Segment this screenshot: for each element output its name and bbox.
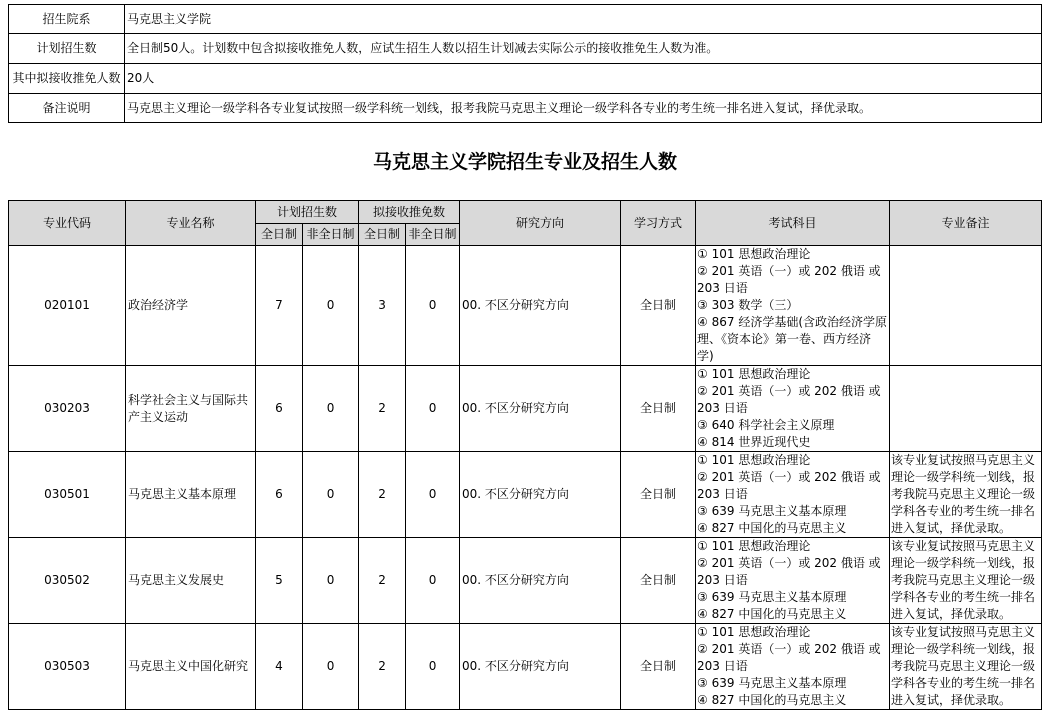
cell-name: 科学社会主义与国际共产主义运动 (126, 366, 256, 452)
subject-line: 理、《资本论》第一卷、西方经济 (697, 332, 872, 346)
note-line: 该专业复试按照马克思主义 (891, 539, 1036, 553)
info-row-department (9, 5, 1042, 34)
cell-rec-fulltime: 2 (359, 452, 406, 538)
table-row (9, 246, 1042, 366)
cell-rec-fulltime: 2 (359, 624, 406, 710)
cell-name: 马克思主义中国化研究 (126, 624, 256, 710)
header-plan-parttime: 非全日制 (303, 224, 359, 246)
cell-mode: 全日制 (621, 538, 696, 624)
note-line: 进入复试，择优录取。 (891, 693, 1012, 707)
subject-line: ③ 639 马克思主义基本原理 (697, 504, 847, 518)
cell-plan-fulltime: 6 (256, 366, 303, 452)
subject-line: ② 201 英语（一）或 202 俄语 或 (697, 384, 881, 398)
cell-name: 政治经济学 (126, 246, 256, 366)
subject-line: ④ 827 中国化的马克思主义 (697, 521, 847, 535)
header-note: 专业备注 (890, 201, 1042, 246)
subject-line: ② 201 英语（一）或 202 俄语 或 (697, 642, 881, 656)
cell-name: 马克思主义基本原理 (126, 452, 256, 538)
department-info-table (8, 4, 1042, 123)
cell-note (890, 624, 1042, 710)
info-label: 计划招生数 (9, 34, 125, 64)
header-subjects: 考试科目 (696, 201, 890, 246)
info-value: 马克思主义理论一级学科各专业复试按照一级学科统一划线，报考我院马克思主义理论一级学科各专业的考生统一排名进入复试，择优录取。 (125, 94, 1042, 123)
note-line: 理论一级学科统一划线，报 (891, 642, 1036, 656)
subject-line: ① 101 思想政治理论 (697, 625, 811, 639)
subject-line: ② 201 英语（一）或 202 俄语 或 (697, 470, 881, 484)
cell-plan-parttime: 0 (303, 366, 359, 452)
page-title: 马克思主义学院招生专业及招生人数 (372, 151, 677, 173)
subject-line: ③ 640 科学社会主义原理 (697, 418, 835, 432)
cell-rec-parttime: 0 (406, 624, 460, 710)
note-line: 学科各专业的考生统一排名 (891, 590, 1036, 604)
note-line: 理论一级学科统一划线，报 (891, 470, 1036, 484)
cell-subjects (696, 452, 890, 538)
header-rec-parttime: 非全日制 (406, 224, 460, 246)
cell-code: 030203 (9, 366, 126, 452)
header-name: 专业名称 (126, 201, 256, 246)
cell-rec-fulltime: 2 (359, 366, 406, 452)
table-row (9, 366, 1042, 452)
subject-line: ② 201 英语（一）或 202 俄语 或 (697, 556, 881, 570)
cell-subjects (696, 538, 890, 624)
subject-line: ③ 639 马克思主义基本原理 (697, 590, 847, 604)
note-line: 该专业复试按照马克思主义 (891, 453, 1036, 467)
subject-line: ① 101 思想政治理论 (697, 453, 811, 467)
subject-line: 203 日语 (697, 573, 748, 587)
note-line: 理论一级学科统一划线，报 (891, 556, 1036, 570)
table-body (9, 246, 1042, 710)
table-row (9, 452, 1042, 538)
cell-rec-parttime: 0 (406, 452, 460, 538)
subject-line: 学) (697, 349, 714, 363)
cell-note (890, 366, 1042, 452)
cell-name: 马克思主义发展史 (126, 538, 256, 624)
note-line: 考我院马克思主义理论一级 (891, 487, 1036, 501)
cell-rec-fulltime: 2 (359, 538, 406, 624)
subject-line: ④ 827 中国化的马克思主义 (697, 693, 847, 707)
info-row-remarks (9, 94, 1042, 123)
cell-code: 020101 (9, 246, 126, 366)
cell-plan-parttime: 0 (303, 246, 359, 366)
cell-code: 030501 (9, 452, 126, 538)
subject-line: ④ 814 世界近现代史 (697, 435, 811, 449)
note-line: 考我院马克思主义理论一级 (891, 573, 1036, 587)
cell-plan-fulltime: 6 (256, 452, 303, 538)
note-line: 学科各专业的考生统一排名 (891, 504, 1036, 518)
header-rec-fulltime: 全日制 (359, 224, 406, 246)
cell-plan-fulltime: 4 (256, 624, 303, 710)
info-value: 马克思主义学院 (125, 5, 1042, 34)
cell-direction: 00. 不区分研究方向 (460, 366, 621, 452)
cell-plan-parttime: 0 (303, 624, 359, 710)
subject-line: ② 201 英语（一）或 202 俄语 或 (697, 264, 881, 278)
note-line: 学科各专业的考生统一排名 (891, 676, 1036, 690)
header-code: 专业代码 (9, 201, 126, 246)
cell-mode: 全日制 (621, 366, 696, 452)
info-row-plan (9, 34, 1042, 64)
subject-line: ④ 867 经济学基础(含政治经济学原 (697, 315, 888, 329)
info-label: 其中拟接收推免人数 (9, 64, 125, 94)
header-recommend: 拟接收推免数 (359, 201, 460, 224)
cell-mode: 全日制 (621, 624, 696, 710)
note-line: 进入复试，择优录取。 (891, 521, 1012, 535)
cell-plan-fulltime: 5 (256, 538, 303, 624)
subject-line: ③ 639 马克思主义基本原理 (697, 676, 847, 690)
cell-direction: 00. 不区分研究方向 (460, 246, 621, 366)
cell-code: 030503 (9, 624, 126, 710)
note-line: 该专业复试按照马克思主义 (891, 625, 1036, 639)
subject-line: ① 101 思想政治理论 (697, 247, 811, 261)
subject-line: 203 日语 (697, 487, 748, 501)
header-plan: 计划招生数 (256, 201, 359, 224)
cell-note (890, 452, 1042, 538)
info-value: 全日制50人。计划数中包含拟接收推免人数，应试生招生人数以招生计划减去实际公示的接收推免生人数为准。 (125, 34, 1042, 64)
table-row (9, 538, 1042, 624)
cell-mode: 全日制 (621, 452, 696, 538)
subject-line: ④ 827 中国化的马克思主义 (697, 607, 847, 621)
subject-line: ① 101 思想政治理论 (697, 539, 811, 553)
cell-subjects (696, 624, 890, 710)
cell-direction: 00. 不区分研究方向 (460, 624, 621, 710)
subject-line: ① 101 思想政治理论 (697, 367, 811, 381)
header-direction: 研究方向 (460, 201, 621, 246)
cell-subjects (696, 366, 890, 452)
cell-note (890, 246, 1042, 366)
cell-direction: 00. 不区分研究方向 (460, 538, 621, 624)
info-label: 备注说明 (9, 94, 125, 123)
subject-line: 203 日语 (697, 401, 748, 415)
note-line: 考我院马克思主义理论一级 (891, 659, 1036, 673)
cell-plan-fulltime: 7 (256, 246, 303, 366)
cell-plan-parttime: 0 (303, 452, 359, 538)
note-line: 进入复试，择优录取。 (891, 607, 1012, 621)
cell-rec-parttime: 0 (406, 538, 460, 624)
cell-code: 030502 (9, 538, 126, 624)
header-mode: 学习方式 (621, 201, 696, 246)
cell-plan-parttime: 0 (303, 538, 359, 624)
info-value: 20人 (125, 64, 1042, 94)
cell-direction: 00. 不区分研究方向 (460, 452, 621, 538)
cell-mode: 全日制 (621, 246, 696, 366)
cell-rec-parttime: 0 (406, 246, 460, 366)
info-label: 招生院系 (9, 5, 125, 34)
cell-note (890, 538, 1042, 624)
cell-rec-fulltime: 3 (359, 246, 406, 366)
cell-subjects (696, 246, 890, 366)
admission-table (8, 200, 1042, 710)
header-plan-fulltime: 全日制 (256, 224, 303, 246)
table-row (9, 624, 1042, 710)
header-row (9, 201, 1042, 224)
info-row-recommend (9, 64, 1042, 94)
subject-line: 203 日语 (697, 659, 748, 673)
subject-line: ③ 303 数学（三） (697, 298, 799, 312)
subject-line: 203 日语 (697, 281, 748, 295)
cell-rec-parttime: 0 (406, 366, 460, 452)
